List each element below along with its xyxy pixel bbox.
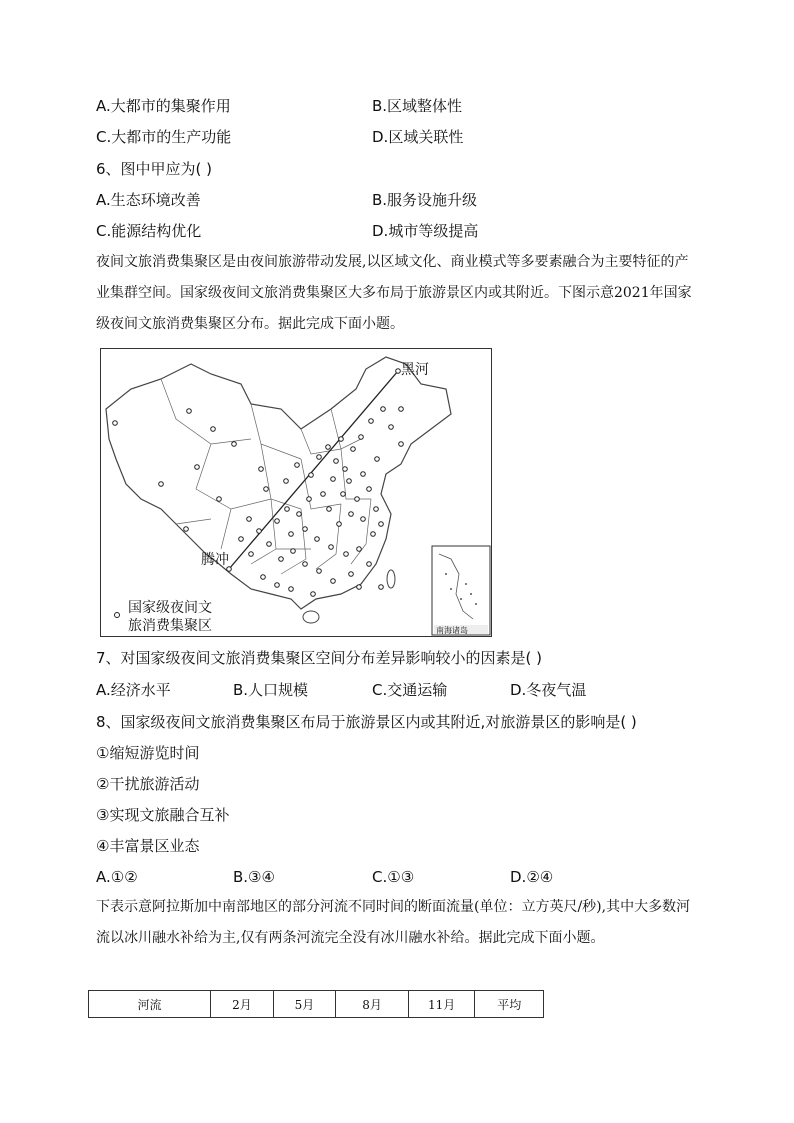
q7-stem: 7、对国家级夜间文旅消费集聚区空间分布差异影响较小的因素是( ) <box>96 649 543 667</box>
q8-option-d: D.②④ <box>510 868 554 886</box>
q8-item-1: ①缩短游览时间 <box>96 744 200 762</box>
q5-option-c: C.大都市的生产功能 <box>96 128 232 146</box>
river-flow-table <box>88 990 544 1018</box>
q6-option-c: C.能源结构优化 <box>96 222 202 240</box>
passage-alaska-rivers: 下表示意阿拉斯加中南部地区的部分河流不同时间的断面流量(单位：立方英尺/秒),其中大多数河流以冰川融水补给为主,仅有两条河流完全没有冰川融水补给。据此完成下面小题。 <box>96 899 691 946</box>
label-tengchong: 腾冲 <box>201 552 229 568</box>
hainan-island <box>303 611 319 623</box>
q6-option-b: B.服务设施升级 <box>372 191 478 209</box>
q5-option-b: B.区域整体性 <box>372 97 463 115</box>
table-header-feb: 2月 <box>211 991 274 1018</box>
q6-stem: 6、图中甲应为( ) <box>96 160 213 178</box>
passage-night-tourism: 夜间文旅消费集聚区是由夜间旅游带动发展,以区域文化、商业模式等多要素融合为主要特征的产业集群空间。国家级夜间文旅消费集聚区大多布局于旅游景区内或其附近。下图示意2021年国家级夜间文旅消费集聚区分布。据此完成下面小题。 <box>96 254 692 332</box>
heihe-tengchong-line <box>229 371 398 569</box>
q8-option-c: C.①③ <box>372 868 415 886</box>
table-header-nov: 11月 <box>408 991 475 1018</box>
taiwan-island <box>387 570 395 588</box>
q8-item-4: ④丰富景区业态 <box>96 837 200 855</box>
q7-option-a: A.经济水平 <box>96 681 171 699</box>
q6-option-d: D.城市等级提高 <box>372 222 479 240</box>
legend-label-line1: 国家级夜间文 <box>128 600 212 616</box>
china-map-svg <box>101 349 491 636</box>
table-header-river: 河流 <box>89 991 211 1018</box>
night-tourism-cluster-map <box>100 348 492 637</box>
table-header-aug: 8月 <box>336 991 409 1018</box>
q7-option-c: C.交通运输 <box>372 681 448 699</box>
q5-option-a: A.大都市的集聚作用 <box>96 97 231 115</box>
legend-label-line2: 旅消费集聚区 <box>128 618 212 634</box>
table-header-avg: 平均 <box>475 991 544 1018</box>
q6-option-a: A.生态环境改善 <box>96 191 201 209</box>
inset-label: 南海诸岛 <box>436 626 468 635</box>
table-header-row <box>89 991 544 1018</box>
q7-option-d: D.冬夜气温 <box>510 681 587 699</box>
south-china-sea-inset <box>432 546 490 635</box>
q8-item-2: ②干扰旅游活动 <box>96 775 200 793</box>
q8-option-a: A.①② <box>96 868 138 886</box>
label-heihe: 黑河 <box>401 362 429 378</box>
q7-option-b: B.人口规模 <box>233 681 309 699</box>
q8-option-b: B.③④ <box>233 868 275 886</box>
q8-stem: 8、国家级夜间文旅消费集聚区布局于旅游景区内或其附近,对旅游景区的影响是( ) <box>96 713 637 731</box>
q5-option-d: D.区域关联性 <box>372 128 464 146</box>
province-lines <box>161 379 371 574</box>
cluster-points <box>113 369 404 597</box>
q8-item-3: ③实现文旅融合互补 <box>96 806 230 824</box>
china-outline <box>106 357 451 609</box>
table-header-may: 5月 <box>273 991 336 1018</box>
legend-marker <box>115 613 120 618</box>
